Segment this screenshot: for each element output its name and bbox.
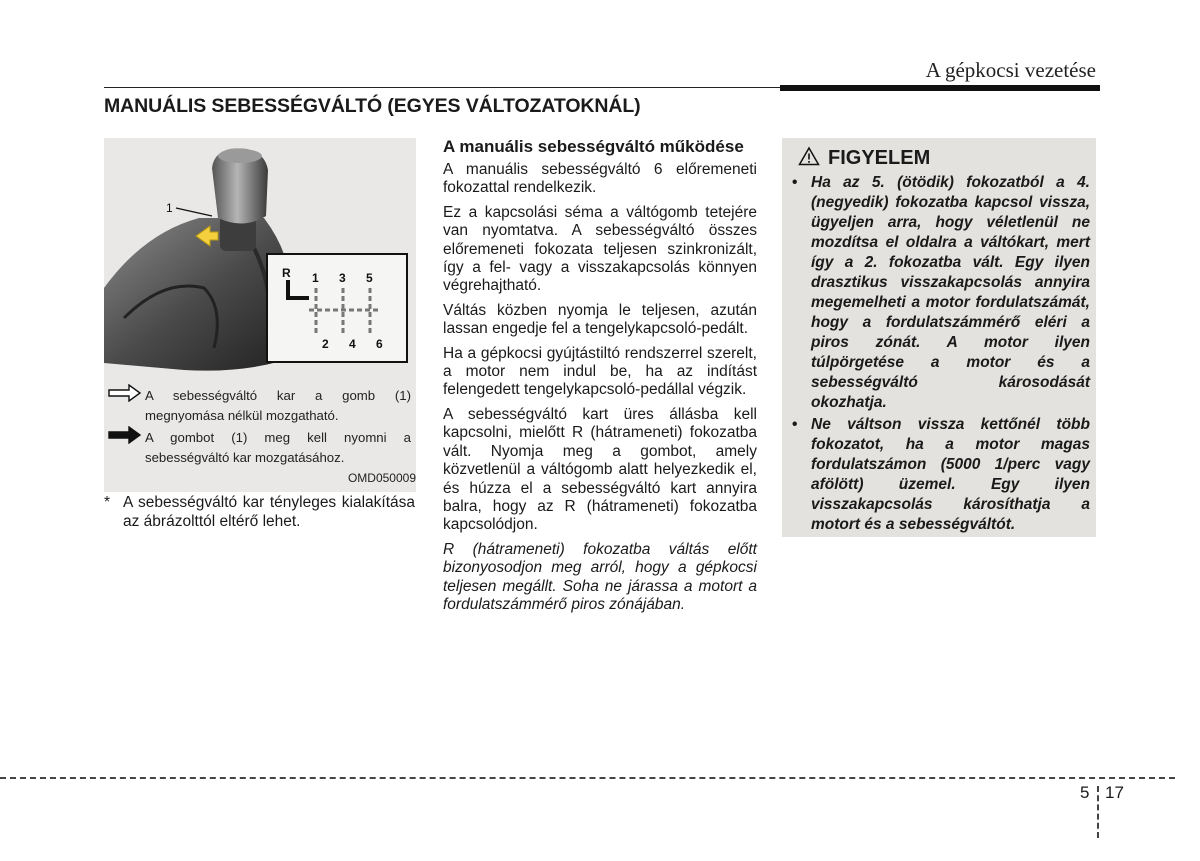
footnote-marker: * bbox=[104, 494, 111, 511]
warning-item-text: Ha az 5. (ötödik) fokozatból a 4. (negyedik) fokozatba kapcsol vissza, ügyeljen arra, hogy véletlenül ne mozdítsa el oldalra a váltókart, mert így a 2. fokozatba vált. Egy ilyen drasztikus visszakapcsolás annyira megemelheti a motor fordulatszámát, hogy a fordulatszámmérő eléri a piros zónát. A motor ilyen túlpörgetése a motor és a sebességváltó károsodását okozhatja. bbox=[811, 174, 1090, 411]
legend-item bbox=[104, 426, 416, 466]
paragraph: Ez a kapcsolási séma a váltógomb tetejére van nyomtatva. A sebességváltó összes előremeneti fokozata teljesen szinkronizált, így a fel- vagy a visszakapcsolás könnyen végrehajtható. bbox=[443, 203, 757, 295]
pattern-label-2: 2 bbox=[322, 337, 329, 351]
footer-divider bbox=[0, 777, 1175, 779]
warning-triangle-icon bbox=[798, 146, 820, 166]
bullet: • bbox=[792, 174, 798, 191]
figure-panel bbox=[104, 138, 416, 492]
shift-pattern-diagram bbox=[267, 254, 407, 362]
paragraph: A sebességváltó kart üres állásba kell kapcsolni, mielőtt R (hátrameneti) fokozatba vált. Nyomja meg a gombot, amely közvetlenül a váltógomb alatt helyezkedik el, és húzza el a sebességváltó kart annyira balra, hogy az R (hátrameneti) fokozatba kapcsolódjon. bbox=[443, 405, 757, 534]
outline-arrow-icon bbox=[107, 384, 143, 402]
paragraph: Ha a gépkocsi gyújtástiltó rendszerrel szerelt, a motor nem indul be, ha az indítást felengedett tengelykapcsoló-pedállal végzik. bbox=[443, 344, 757, 399]
section-heading: A manuális sebességváltó működése bbox=[443, 137, 744, 156]
italic-note: R (hátrameneti) fokozatba váltás előtt bizonyosodjon meg arról, hogy a gépkocsi teljesen megállt. Soha ne járassa a motort a fordulatszámmérő piros zónájában. bbox=[443, 540, 757, 613]
paragraph: A manuális sebességváltó 6 előremeneti fokozattal rendelkezik. bbox=[443, 161, 757, 197]
page-number: 17 bbox=[1105, 783, 1124, 802]
page-number-divider bbox=[1097, 786, 1099, 838]
callout-line bbox=[176, 208, 212, 216]
callout-number: 1 bbox=[166, 201, 173, 215]
pattern-label-1: 1 bbox=[312, 271, 319, 285]
warning-title: FIGYELEM bbox=[828, 147, 931, 169]
warning-box bbox=[782, 138, 1096, 537]
solid-arrow-icon bbox=[107, 426, 143, 444]
bullet: • bbox=[792, 416, 798, 433]
main-text-column bbox=[443, 137, 757, 620]
pattern-label-3: 3 bbox=[339, 271, 346, 285]
chapter-number: 5 bbox=[1080, 783, 1090, 802]
warning-item bbox=[792, 173, 1090, 413]
pattern-label-6: 6 bbox=[376, 337, 383, 351]
pattern-label-r: R bbox=[282, 266, 291, 280]
header-bar bbox=[780, 85, 1100, 91]
paragraph: Váltás közben nyomja le teljesen, azután lassan engedje fel a tengelykapcsoló-pedált. bbox=[443, 301, 757, 338]
chapter-title: A gépkocsi vezetése bbox=[925, 58, 1096, 82]
legend-text: A gombot (1) meg kell nyomni a sebességváltó kar mozgatásához. bbox=[145, 430, 411, 465]
figure-code: OMD050009 bbox=[347, 471, 416, 485]
section-title: MANUÁLIS SEBESSÉGVÁLTÓ (EGYES VÁLTOZATOKNÁL) bbox=[104, 95, 641, 117]
warning-item bbox=[792, 415, 1090, 535]
pattern-label-4: 4 bbox=[349, 337, 356, 351]
gear-shifter-illustration bbox=[104, 138, 416, 374]
warning-item-text: Ne váltson vissza kettőnél több fokozatot, ha a motor magas fordulatszámon (5000 1/perc vagy afölött) üzemel. Egy ilyen visszakapcsolás károsíthatja a motort és a sebességváltót. bbox=[811, 416, 1090, 533]
footnote-text: A sebességváltó kar tényleges kialakítása az ábrázolttól eltérő lehet. bbox=[123, 494, 415, 530]
pattern-label-5: 5 bbox=[366, 271, 373, 285]
warning-list bbox=[792, 173, 1090, 537]
legend-text: A sebességváltó kar a gomb (1) megnyomása nélkül mozgatható. bbox=[145, 388, 411, 423]
legend-item bbox=[104, 384, 416, 424]
